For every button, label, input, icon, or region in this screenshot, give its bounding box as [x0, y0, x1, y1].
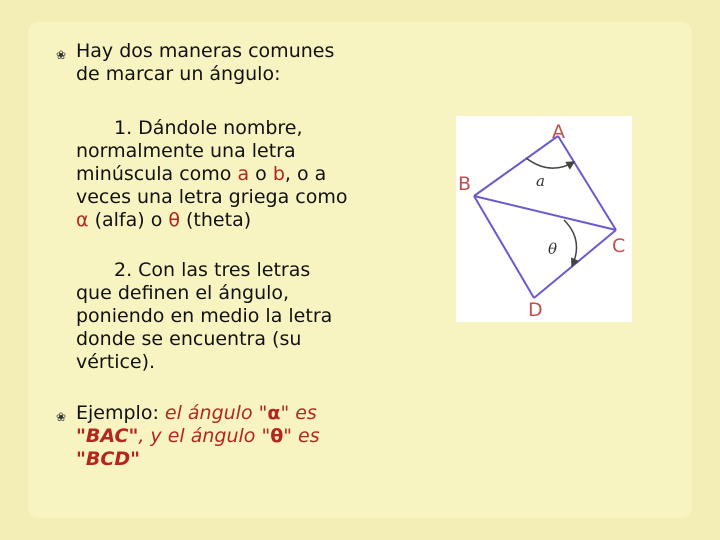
- angle-label-alpha: a: [536, 172, 545, 190]
- method-1-line-3-post: , o a: [284, 163, 327, 185]
- method-2-paragraph: [56, 259, 362, 374]
- edge-a-c: [558, 136, 616, 230]
- method-1-paragraph: [56, 117, 362, 232]
- theta-name: (theta): [179, 209, 252, 231]
- theta-arc: [564, 220, 577, 266]
- vertex-label-d: D: [528, 299, 543, 321]
- bullet-item-example: [56, 402, 362, 471]
- example-bac: "BAC": [76, 425, 139, 447]
- example-part-2: " es: [280, 402, 317, 424]
- method-2-lead: 2. Con las tres letras: [114, 259, 311, 281]
- bullet-item-intro: [56, 40, 362, 86]
- vertex-label-c: C: [612, 235, 626, 257]
- diagonal-b-c: [474, 196, 616, 230]
- example-part-3: , y el ángulo ": [138, 425, 271, 447]
- intro-line-2: de marcar un ángulo:: [76, 63, 281, 85]
- method-1-line-2: normalmente una letra: [76, 140, 296, 162]
- example-alpha: α: [267, 402, 281, 424]
- example-theta: θ: [270, 425, 284, 447]
- edge-b-a: [474, 136, 558, 196]
- edge-d-b: [474, 196, 534, 298]
- greek-theta: θ: [168, 209, 180, 231]
- angle-diagram: [456, 116, 632, 322]
- example-part-4: " es: [283, 425, 320, 447]
- example-part-1: el ángulo ": [164, 402, 268, 424]
- method-1-line-4: veces una letra griega como: [76, 186, 348, 208]
- greek-alpha: α: [76, 209, 89, 231]
- text-column: [56, 40, 362, 471]
- intro-line-1: Hay dos maneras comunes: [76, 40, 335, 62]
- example-bcd: "BCD": [76, 448, 140, 470]
- method-1-line-3-pre: minúscula como: [76, 163, 238, 185]
- letter-b: b: [272, 163, 285, 185]
- method-1-or: o: [249, 163, 273, 185]
- ribbon-bullet-icon: ❀: [56, 410, 67, 424]
- method-1-lead: 1. Dándole nombre,: [114, 117, 303, 139]
- method-2-line-5: vértice).: [76, 351, 156, 373]
- method-2-line-4: donde se encuentra (su: [76, 328, 302, 350]
- alpha-arc: [526, 158, 574, 168]
- angle-label-theta: θ: [548, 240, 558, 258]
- vertex-label-b: B: [458, 173, 472, 195]
- angle-diagram-svg: [456, 116, 632, 322]
- method-2-line-2: que definen el ángulo,: [76, 282, 290, 304]
- alpha-name: (alfa) o: [88, 209, 169, 231]
- vertex-label-a: A: [552, 121, 565, 143]
- ribbon-bullet-icon: ❀: [56, 48, 67, 62]
- method-2-line-3: poniendo en medio la letra: [76, 305, 333, 327]
- letter-a: a: [237, 163, 250, 185]
- example-label: Ejemplo:: [76, 402, 165, 424]
